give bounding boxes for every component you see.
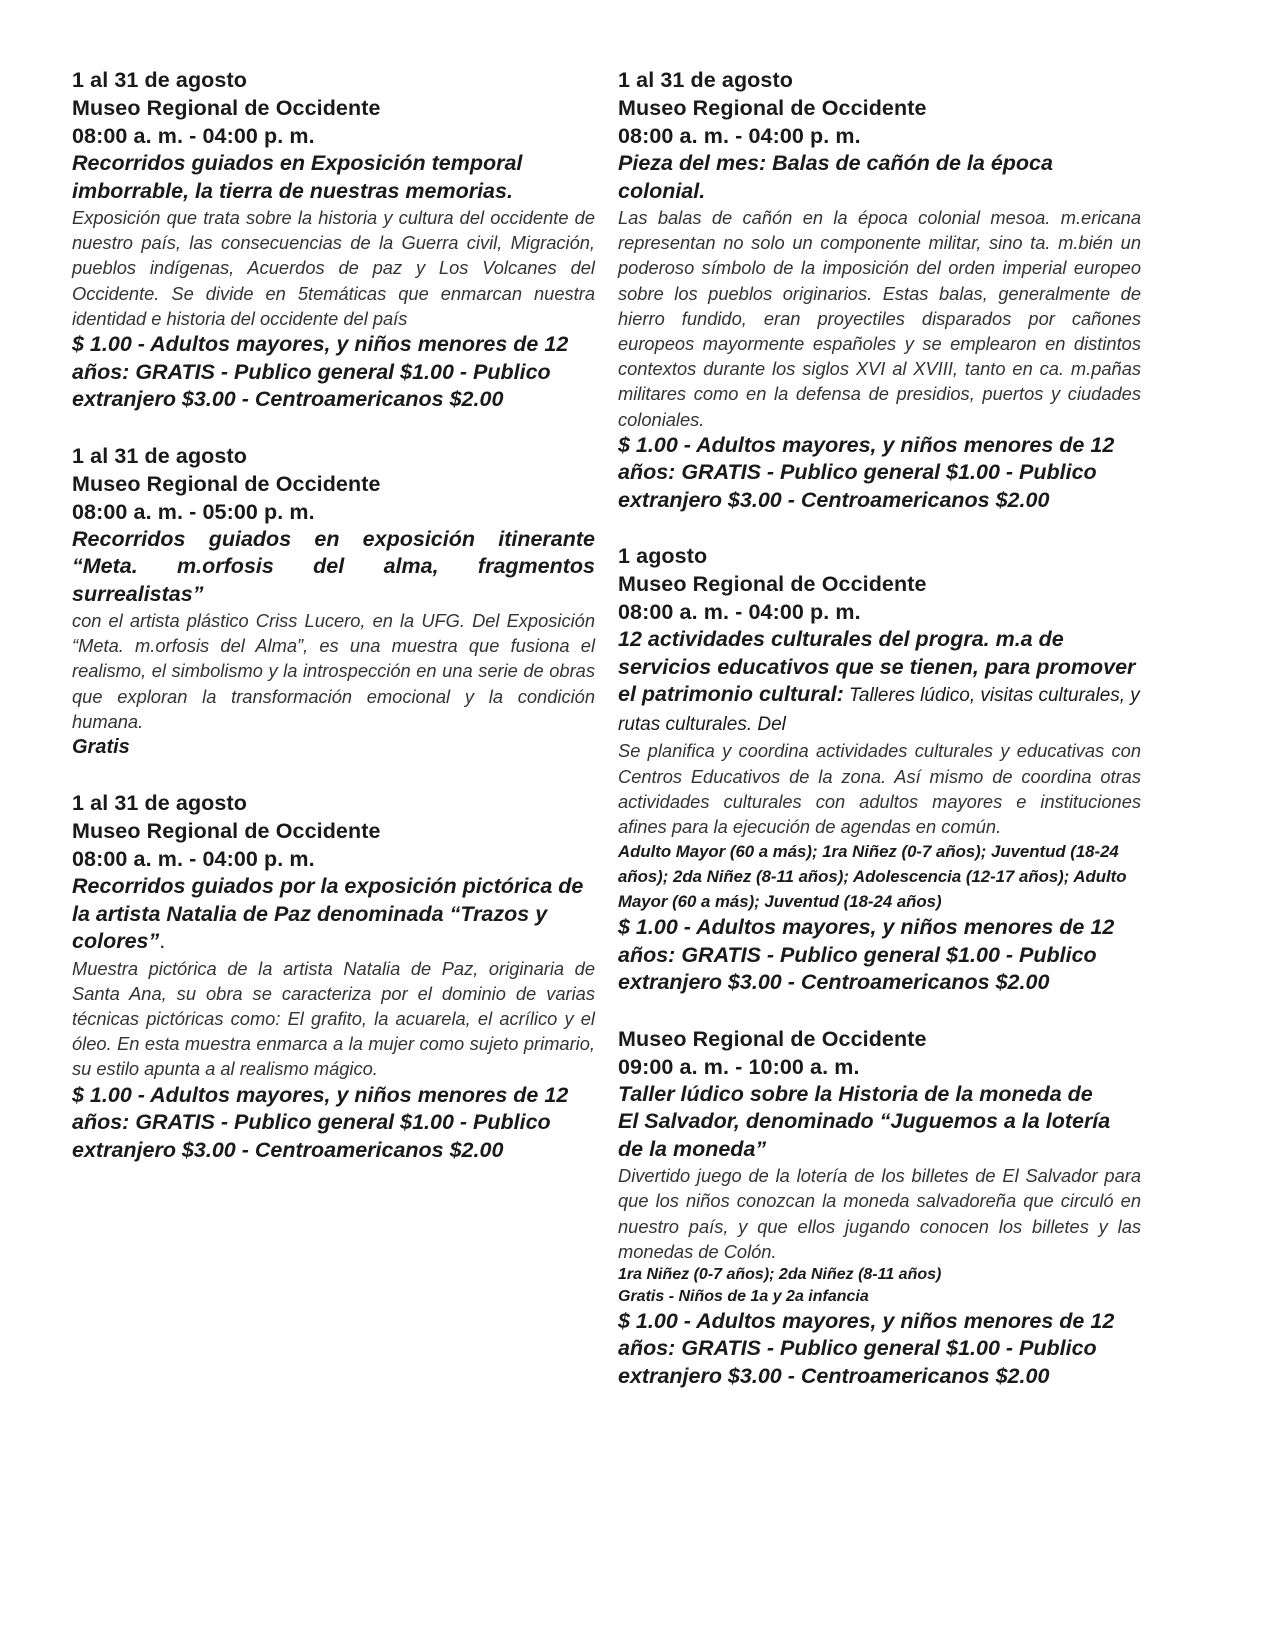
event-description: Divertido juego de la lotería de los billetes de El Salvador para que los niños conozcan la moneda salvadoreña que circuló en nuestro país, y que ellos jugando conocen los billetes y las monedas de Colón. (618, 1165, 1141, 1262)
right-column (618, 66, 1141, 1390)
event-trazos-y-colores (72, 789, 595, 1164)
event-venue: Museo Regional de Occidente (618, 96, 927, 120)
event-title: Recorridos guiados en exposición itinerante “Meta. m.orfosis del alma, fragmentos surrealistas” (72, 526, 595, 606)
event-venue: Museo Regional de Occidente (618, 1026, 927, 1051)
event-time: 09:00 a. m. - 10:00 a. m. (618, 1054, 860, 1079)
event-price: $ 1.00 - Adultos mayores, y niños menores de 12 años: GRATIS - Publico general $1.00 - Publico extranjero $3.00 - Centroamericanos $2.00 (72, 1082, 569, 1162)
event-date: 1 al 31 de agosto (72, 443, 247, 468)
event-actividades-culturales (618, 542, 1141, 996)
event-time: 08:00 a. m. - 04:00 p. m. (618, 124, 861, 148)
event-date: 1 al 31 de agosto (72, 791, 247, 816)
event-description: Se planifica y coordina actividades culturales y educativas con Centros Educativos de la zona. Así mismo de coordina otras actividades culturales con adultos mayores e instituciones afines para la ejecución de agendas en común. (618, 740, 1141, 837)
event-date: 1 al 31 de agosto (618, 68, 793, 92)
event-pieza-del-mes (618, 66, 1141, 514)
event-imborrable (72, 66, 595, 414)
event-title: Recorridos guiados en Exposición temporal imborrable, la tierra de nuestras memorias. (72, 151, 523, 203)
event-time: 08:00 a. m. - 04:00 p. m. (618, 600, 861, 625)
event-title-tail: Talleres lúdico, visitas culturales, y rutas culturales. Del (618, 685, 1140, 735)
event-date: 1 agosto (618, 544, 708, 569)
event-date: 1 al 31 de agosto (72, 68, 247, 92)
event-price: Gratis (72, 736, 130, 759)
event-title-wrap (72, 873, 595, 956)
event-title: Taller lúdico sobre la Historia de la moneda de El Salvador, denominado “Juguemos a la lotería de la moneda” (618, 1081, 1111, 1161)
event-title-tail: . (159, 929, 166, 954)
event-price: $ 1.00 - Adultos mayores, y niños menores de 12 años: GRATIS - Publico general $1.00 - Publico extranjero $3.00 - Centroamericanos $2.00 (618, 1308, 1115, 1388)
event-venue: Museo Regional de Occidente (618, 572, 927, 597)
event-metamorfosis (72, 442, 595, 762)
event-venue: Museo Regional de Occidente (72, 96, 381, 120)
event-price: $ 1.00 - Adultos mayores, y niños menores de 12 años: GRATIS - Publico general $1.00 - Publico extranjero $3.00 - Centroamericanos $2.00 (618, 432, 1115, 512)
event-title-wrap (618, 626, 1141, 738)
event-audience-note: Gratis - Niños de 1a y 2a infancia (618, 1287, 869, 1305)
left-column (72, 66, 595, 1164)
event-audience: 1ra Niñez (0-7 años); 2da Niñez (8-11 años) (618, 1265, 942, 1283)
event-description: Muestra pictórica de la artista Natalia de Paz, originaria de Santa Ana, su obra se caracteriza por el dominio de varias técnicas pictóricas como: El grafito, la acuarela, el acrílico y el óleo. En esta muestra enmarca a la mujer como sujeto primario, su estilo apunta a al realismo mágico. (72, 957, 595, 1080)
event-time: 08:00 a. m. - 04:00 p. m. (72, 124, 315, 148)
event-venue: Museo Regional de Occidente (72, 819, 381, 844)
event-price: $ 1.00 - Adultos mayores, y niños menores de 12 años: GRATIS - Publico general $1.00 - Publico extranjero $3.00 - Centroamericanos $2.00 (72, 332, 569, 412)
event-title: Pieza del mes: Balas de cañón de la época colonial. (618, 151, 1053, 203)
event-venue: Museo Regional de Occidente (72, 471, 381, 496)
event-time: 08:00 a. m. - 05:00 p. m. (72, 499, 315, 524)
event-description: Exposición que trata sobre la historia y cultura del occidente de nuestro país, las consecuencias de la Guerra civil, Migración, pueblos indígenas, Acuerdos de paz y Los Volcanes del Occidente. Se divide en 5temáticas que enmarcan nuestra identidad e historia del occidente del país (72, 207, 595, 329)
event-audience: Adulto Mayor (60 a más); 1ra Niñez (0-7 años); Juventud (18-24 años); 2da Niñez (8-11 años); Adolescencia (12-17 años); Adulto Mayor (60 a más); Juventud (18-24 años) (618, 842, 1127, 912)
event-loteria-moneda (618, 1025, 1141, 1391)
event-time: 08:00 a. m. - 04:00 p. m. (72, 847, 315, 872)
event-title: Recorridos guiados por la exposición pictórica de la artista Natalia de Paz denominada “Trazos y colores” (72, 874, 584, 954)
event-title: 12 actividades culturales del progra. m.a de servicios educativos que se tienen, para promover el patrimonio cultural: (618, 627, 1136, 707)
event-price: $ 1.00 - Adultos mayores, y niños menores de 12 años: GRATIS - Publico general $1.00 - Publico extranjero $3.00 - Centroamericanos $2.00 (618, 915, 1115, 995)
event-description: con el artista plástico Criss Lucero, en la UFG. Del Exposición “Meta. m.orfosis del Alma”, es una muestra que fusiona el realismo, el simbolismo y la introspección en una serie de obras que exploran la transformación emocional y la condición humana. (72, 610, 595, 732)
event-description: Las balas de cañón en la época colonial mesoa. m.ericana representan no solo un componente militar, sino ta. m.bién un poderoso símbolo de la imposición del orden imperial europeo sobre los pueblos originarios. Estas balas, generalmente de hierro fundido, eran proyectiles disparados por cañones europeos mayormente españoles y se emplearon en distintos contextos durante los siglos XVI al XVIII, tanto en ca. m.pañas militares como en la defensa de presidios, puertos y ciudades coloniales. (618, 207, 1141, 430)
